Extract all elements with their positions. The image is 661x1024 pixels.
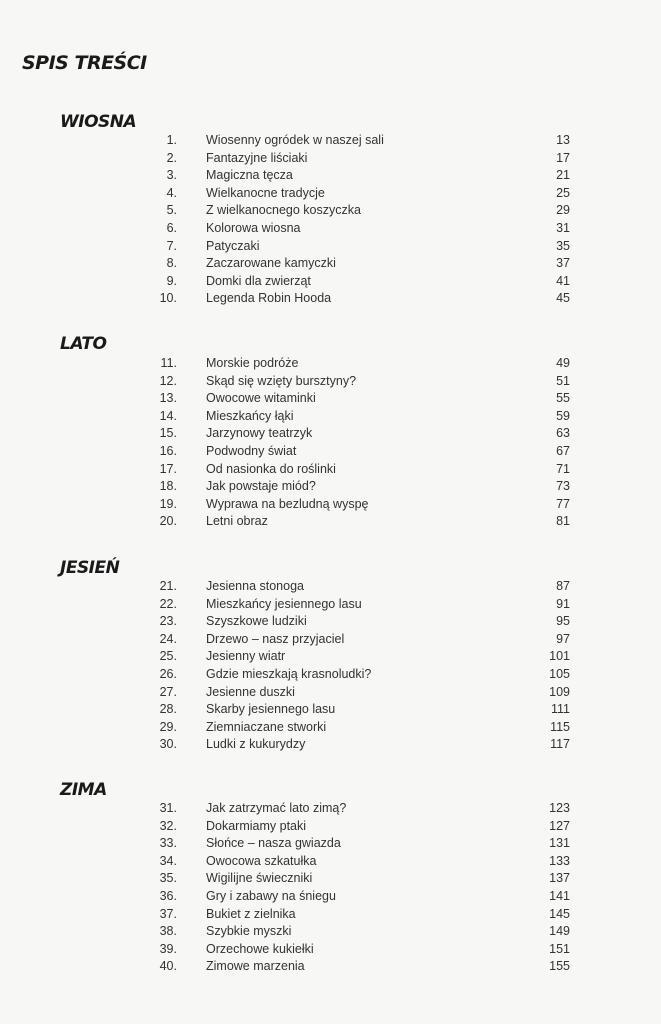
section-entries-lato: [0, 355, 661, 531]
entry-number: 6.: [166, 220, 177, 235]
entry-number: 14.: [159, 408, 177, 423]
entry-page-number: 141: [549, 888, 570, 903]
entry-page-number: 127: [549, 818, 570, 833]
toc-entry: [0, 461, 661, 479]
toc-entry: [0, 390, 661, 408]
entry-page-number: 155: [549, 959, 570, 974]
toc-entry: [0, 648, 661, 666]
entry-number: 36.: [159, 888, 177, 903]
entry-title: Jarzynowy teatrzyk: [206, 426, 313, 441]
toc-entry: [0, 132, 661, 150]
entry-title: Zaczarowane kamyczki: [206, 256, 336, 271]
entry-number: 3.: [166, 168, 177, 183]
entry-page-number: 67: [556, 443, 570, 458]
entry-page-number: 25: [556, 185, 570, 200]
entry-page-number: 31: [556, 220, 570, 235]
toc-entry: [0, 818, 661, 836]
page-title: SPIS TREŚCI: [22, 52, 147, 74]
entry-number: 9.: [166, 273, 177, 288]
entry-page-number: 131: [549, 836, 570, 851]
entry-title: Skarby jesiennego lasu: [206, 702, 336, 717]
entry-number: 20.: [159, 514, 177, 529]
entry-number: 29.: [159, 719, 177, 734]
toc-entry: [0, 255, 661, 273]
entry-number: 21.: [159, 579, 177, 593]
toc-entry: [0, 373, 661, 391]
entry-page-number: 115: [550, 719, 570, 734]
entry-number: 27.: [159, 684, 177, 699]
section-entries-jesien: [0, 578, 661, 754]
entry-number: 15.: [159, 426, 177, 441]
entry-title: Gdzie mieszkają krasnoludki?: [206, 666, 372, 681]
toc-entry: [0, 513, 661, 531]
entry-number: 22.: [159, 596, 177, 611]
entry-page-number: 123: [549, 801, 570, 815]
toc-entry: [0, 853, 661, 871]
toc-entry: [0, 238, 661, 256]
entry-page-number: 41: [556, 273, 570, 288]
toc-entry: [0, 800, 661, 818]
entry-page-number: 145: [549, 906, 570, 921]
entry-title: Letni obraz: [206, 514, 268, 529]
entry-number: 8.: [166, 256, 177, 271]
entry-title: Jesienny wiatr: [206, 649, 286, 664]
entry-page-number: 63: [556, 426, 570, 441]
entry-page-number: 13: [556, 133, 570, 147]
entry-title: Mieszkańcy łąki: [206, 408, 294, 423]
toc-entry: [0, 202, 661, 220]
entry-number: 35.: [159, 871, 177, 886]
toc-entry: [0, 923, 661, 941]
entry-title: Jesienna stonoga: [206, 579, 304, 593]
entry-page-number: 71: [556, 461, 570, 476]
entry-title: Wiosenny ogródek w naszej sali: [206, 133, 384, 147]
entry-title: Szyszkowe ludziki: [206, 614, 307, 629]
toc-entry: [0, 684, 661, 702]
entry-number: 33.: [159, 836, 177, 851]
section-title-lato: LATO: [60, 334, 107, 354]
entry-number: 26.: [159, 666, 177, 681]
entry-number: 13.: [159, 391, 177, 406]
toc-entry: [0, 290, 661, 308]
entry-number: 4.: [166, 185, 177, 200]
entry-page-number: 45: [556, 291, 570, 306]
entry-number: 23.: [159, 614, 177, 629]
entry-page-number: 17: [556, 150, 570, 165]
toc-entry: [0, 150, 661, 168]
entry-title: Podwodny świat: [206, 443, 297, 458]
entry-page-number: 149: [549, 924, 570, 939]
entry-page-number: 21: [556, 168, 570, 183]
toc-entry: [0, 408, 661, 426]
toc-entry: [0, 478, 661, 496]
entry-number: 1.: [166, 133, 177, 147]
toc-entry: [0, 273, 661, 291]
toc-entry: [0, 355, 661, 373]
entry-number: 30.: [159, 737, 177, 752]
entry-number: 40.: [159, 959, 177, 974]
entry-number: 2.: [166, 150, 177, 165]
entry-page-number: 77: [556, 496, 570, 511]
entry-page-number: 37: [556, 256, 570, 271]
entry-title: Legenda Robin Hooda: [206, 291, 332, 306]
entry-title: Bukiet z zielnika: [206, 906, 296, 921]
entry-page-number: 55: [556, 391, 570, 406]
entry-page-number: 111: [550, 702, 570, 717]
entry-title: Magiczna tęcza: [206, 168, 293, 183]
entry-page-number: 73: [556, 479, 570, 494]
entry-title: Skąd się wzięty bursztyny?: [206, 373, 357, 388]
entry-title: Ziemniaczane stworki: [206, 719, 327, 734]
entry-title: Gry i zabawy na śniegu: [206, 888, 336, 903]
toc-entry: [0, 443, 661, 461]
toc-entry: [0, 578, 661, 596]
entry-page-number: 109: [549, 684, 570, 699]
entry-page-number: 105: [549, 666, 570, 681]
entry-number: 24.: [159, 631, 177, 646]
toc-entry: [0, 631, 661, 649]
entry-title: Kolorowa wiosna: [206, 220, 301, 235]
toc-entry: [0, 888, 661, 906]
entry-title: Mieszkańcy jesiennego lasu: [206, 596, 362, 611]
entry-page-number: 97: [556, 631, 570, 646]
entry-number: 31.: [159, 801, 177, 815]
entry-title: Wigilijne świeczniki: [206, 871, 313, 886]
toc-entry: [0, 596, 661, 614]
entry-number: 16.: [159, 443, 177, 458]
entry-number: 19.: [159, 496, 177, 511]
entry-title: Jak zatrzymać lato zimą?: [206, 801, 347, 815]
entry-title: Owocowe witaminki: [206, 391, 316, 406]
entry-title: Dokarmiamy ptaki: [206, 818, 307, 833]
entry-number: 12.: [159, 373, 177, 388]
entry-page-number: 35: [556, 238, 570, 253]
toc-entry: [0, 941, 661, 959]
entry-title: Z wielkanocnego koszyczka: [206, 203, 361, 218]
section-entries-zima: [0, 800, 661, 976]
entry-title: Od nasionka do roślinki: [206, 461, 336, 476]
entry-title: Fantazyjne liściaki: [206, 150, 308, 165]
entry-number: 11.: [160, 356, 177, 370]
entry-number: 5.: [166, 203, 177, 218]
toc-entry: [0, 870, 661, 888]
entry-number: 34.: [159, 853, 177, 868]
entry-page-number: 81: [556, 514, 570, 529]
toc-entry: [0, 185, 661, 203]
entry-page-number: 101: [549, 649, 570, 664]
toc-entry: [0, 220, 661, 238]
entry-number: 25.: [159, 649, 177, 664]
entry-title: Owocowa szkatułka: [206, 853, 317, 868]
entry-title: Drzewo – nasz przyjaciel: [206, 631, 345, 646]
entry-number: 28.: [159, 702, 177, 717]
entry-title: Wyprawa na bezludną wyspę: [206, 496, 369, 511]
entry-number: 32.: [159, 818, 177, 833]
entry-number: 18.: [159, 479, 177, 494]
entry-title: Orzechowe kukiełki: [206, 941, 314, 956]
entry-title: Morskie podróże: [206, 356, 299, 370]
entry-title: Patyczaki: [206, 238, 260, 253]
entry-page-number: 133: [549, 853, 570, 868]
toc-entry: [0, 958, 661, 976]
section-title-jesien: JESIEŃ: [60, 558, 120, 578]
entry-page-number: 87: [556, 579, 570, 593]
entry-page-number: 137: [549, 871, 570, 886]
entry-title: Słońce – nasza gwiazda: [206, 836, 341, 851]
entry-page-number: 51: [556, 373, 570, 388]
section-entries-wiosna: [0, 132, 661, 308]
entry-number: 17.: [159, 461, 177, 476]
entry-number: 37.: [159, 906, 177, 921]
entry-page-number: 49: [556, 356, 570, 370]
section-title-zima: ZIMA: [60, 780, 107, 800]
entry-title: Ludki z kukurydzy: [206, 737, 306, 752]
toc-entry: [0, 496, 661, 514]
toc-entry: [0, 167, 661, 185]
toc-entry: [0, 425, 661, 443]
entry-number: 7.: [166, 238, 177, 253]
toc-entry: [0, 613, 661, 631]
entry-title: Domki dla zwierząt: [206, 273, 311, 288]
entry-number: 10.: [159, 291, 177, 306]
entry-title: Szybkie myszki: [206, 924, 292, 939]
section-title-wiosna: WIOSNA: [60, 112, 137, 132]
toc-entry: [0, 701, 661, 719]
toc-entry: [0, 906, 661, 924]
toc-entry: [0, 835, 661, 853]
toc-entry: [0, 736, 661, 754]
entry-number: 38.: [159, 924, 177, 939]
toc-entry: [0, 666, 661, 684]
entry-page-number: 117: [550, 737, 570, 752]
entry-title: Jak powstaje miód?: [206, 479, 316, 494]
entry-page-number: 91: [556, 596, 570, 611]
entry-title: Wielkanocne tradycje: [206, 185, 325, 200]
entry-page-number: 29: [556, 203, 570, 218]
entry-number: 39.: [159, 941, 177, 956]
entry-page-number: 151: [549, 941, 570, 956]
entry-title: Jesienne duszki: [206, 684, 295, 699]
entry-page-number: 95: [556, 614, 570, 629]
entry-page-number: 59: [556, 408, 570, 423]
entry-title: Zimowe marzenia: [206, 959, 305, 974]
toc-entry: [0, 719, 661, 737]
